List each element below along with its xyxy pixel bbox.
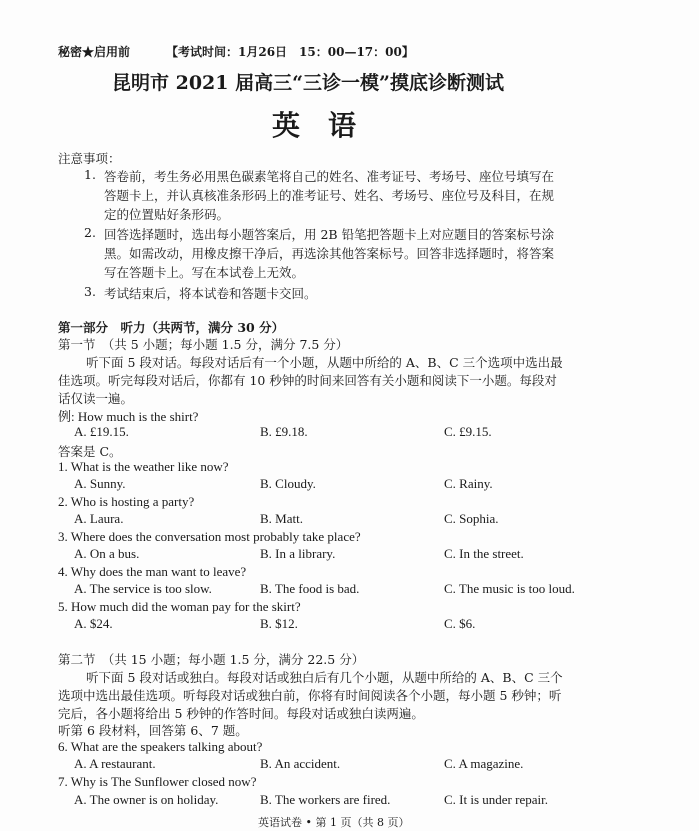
q5-option-a: A. $24.: [74, 616, 113, 631]
section2-instr-2: 选项中选出最佳选项。听每段对话或独白前，你将有时间阅读各个小题，每小题 5 秒钟；听: [58, 688, 562, 703]
q6-option-b: B. An accident.: [260, 756, 341, 771]
question-5: 5. How much did the woman pay for the skirt?: [58, 599, 301, 614]
q7-option-a: A. The owner is on holiday.: [74, 792, 219, 807]
section1-instr-3: 话仅读一遍。: [58, 391, 134, 406]
q4-option-c: C. The music is too loud.: [444, 581, 575, 596]
note-1-num: 1.: [84, 167, 96, 182]
secret-label: 秘密★启用前: [58, 45, 131, 59]
section1-instr-1: 听下面 5 段对话。每段对话后有一个小题，从题中所给的 A、B、C 三个选项中选出最: [86, 355, 563, 370]
q3-option-c: C. In the street.: [444, 546, 524, 561]
section2-instr-1: 听下面 5 段对话或独白。每段对话或独白后有几个小题，从题中所给的 A、B、C 三个: [86, 670, 563, 685]
note-3-num: 3.: [84, 284, 96, 299]
section1-instr-2: 佳选项。听完每段对话后，你都有 10 秒钟的时间来回答有关小题和阅读下一小题。每段对: [58, 373, 557, 388]
q7-option-b: B. The workers are fired.: [260, 792, 391, 807]
section1-heading: 第一节 （共 5 小题；每小题 1.5 分，满分 7.5 分）: [58, 337, 349, 352]
q4-option-b: B. The food is bad.: [260, 581, 360, 596]
material-6: 听第 6 段材料，回答第 6、7 题。: [58, 723, 248, 738]
example-option-a: A. £19.15.: [74, 424, 129, 439]
example-option-b: B. £9.18.: [260, 424, 308, 439]
section2-heading: 第二节 （共 15 小题；每小题 1.5 分，满分 22.5 分）: [58, 652, 365, 667]
note-1-line-2: 答题卡上，并认真核准条形码上的准考证号、姓名、考场号、座位号及科目，在规: [104, 188, 555, 203]
question-4: 4. Why does the man want to leave?: [58, 564, 247, 579]
question-1: 1. What is the weather like now?: [58, 459, 229, 474]
subject-title: 英语: [272, 109, 385, 142]
question-3: 3. Where does the conversation most probably take place?: [58, 529, 361, 544]
q4-option-a: A. The service is too slow.: [74, 581, 212, 596]
q1-option-c: C. Rainy.: [444, 476, 493, 491]
example-option-c: C. £9.15.: [444, 424, 492, 439]
q3-option-b: B. In a library.: [260, 546, 336, 561]
exam-time: 【考试时间：1月26日 15：00—17：00】: [166, 45, 414, 59]
q2-option-a: A. Laura.: [74, 511, 124, 526]
page-footer: 英语试卷 • 第 1 页（共 8 页）: [258, 816, 410, 829]
note-1-line-3: 定的位置贴好条形码。: [104, 207, 230, 222]
note-2-line-1: 回答选择题时，选出每小题答案后，用 2B 铅笔把答题卡上对应题目的答案标号涂: [104, 227, 555, 242]
q5-option-b: B. $12.: [260, 616, 298, 631]
exam-title: 昆明市 2021 届高三“三诊一模”摸底诊断测试: [112, 72, 504, 94]
q6-option-c: C. A magazine.: [444, 756, 524, 771]
q6-option-a: A. A restaurant.: [74, 756, 156, 771]
q5-option-c: C. $6.: [444, 616, 476, 631]
note-3-line-1: 考试结束后，将本试卷和答题卡交回。: [104, 286, 317, 301]
note-2-line-3: 写在答题卡上。写在本试卷上无效。: [104, 265, 305, 280]
q7-option-c: C. It is under repair.: [444, 792, 548, 807]
q3-option-a: A. On a bus.: [74, 546, 140, 561]
q1-option-a: A. Sunny.: [74, 476, 126, 491]
q2-option-b: B. Matt.: [260, 511, 303, 526]
note-2-num: 2.: [84, 225, 96, 240]
question-7: 7. Why is The Sunflower closed now?: [58, 774, 257, 789]
section2-instr-3: 完后，各小题将给出 5 秒钟的作答时间。每段对话或独白读两遍。: [58, 706, 424, 721]
note-1-line-1: 答卷前，考生务必用黑色碳素笔将自己的姓名、准考证号、考场号、座位号填写在: [104, 169, 555, 184]
part1-heading: 第一部分 听力（共两节，满分 30 分）: [58, 320, 285, 335]
note-2-line-2: 黑。如需改动，用橡皮擦干净后，再选涂其他答案标号。回答非选择题时，将答案: [104, 246, 555, 261]
notes-heading: 注意事项：: [58, 151, 121, 166]
q1-option-b: B. Cloudy.: [260, 476, 316, 491]
example-question: 例: How much is the shirt?: [58, 409, 199, 424]
question-2: 2. Who is hosting a party?: [58, 494, 195, 509]
q2-option-c: C. Sophia.: [444, 511, 499, 526]
example-answer: 答案是 C。: [58, 444, 122, 459]
question-6: 6. What are the speakers talking about?: [58, 739, 263, 754]
